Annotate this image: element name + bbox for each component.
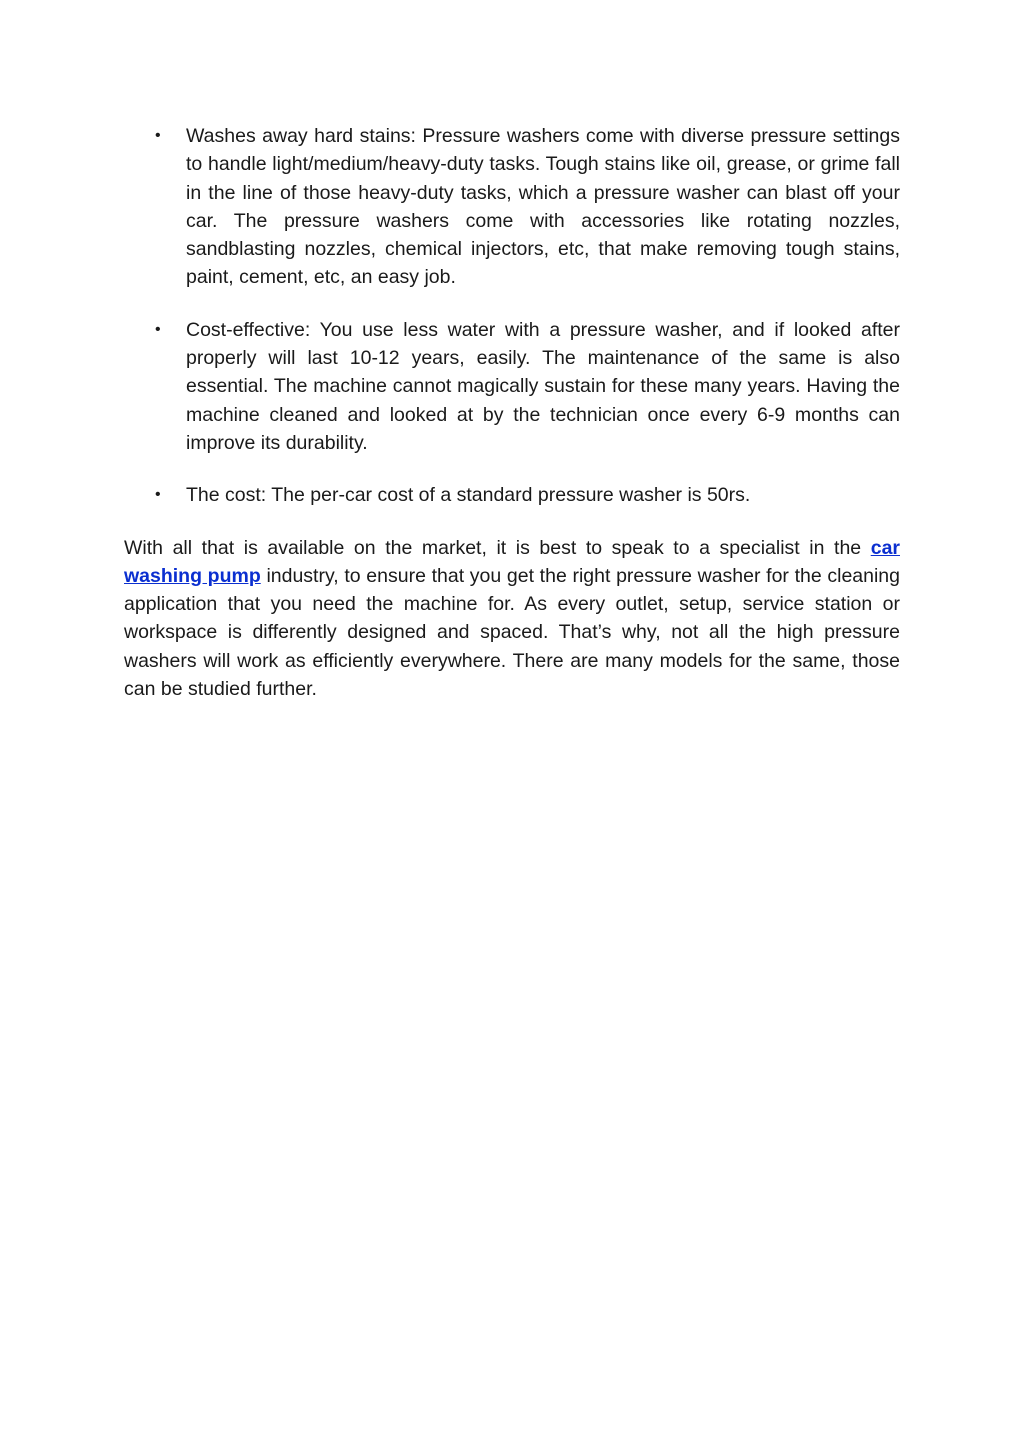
closing-paragraph <box>124 534 900 704</box>
bullet-icon: • <box>155 486 161 504</box>
list-item-text: Washes away hard stains: Pressure washers come with diverse pressure settings to handle light/medium/heavy-duty tasks. Tough stains like oil, grease, or grime fall in the line of those heavy-duty tasks, which a pressure washer can blast off your car. The pressure washers come with accessories like rotating nozzles, sandblasting nozzles, chemical injectors, etc, that make removing tough stains, paint, cement, etc, an easy job. <box>186 125 900 289</box>
closing-text-end: industry, to ensure that you get the right pressure washer for the cleaning application that you need the machine for. As every outlet, setup, service station or workspace is differently designed and spaced. That’s why, not all the high pressure washers will work as efficiently everywhere. There are many models for the same, those can be studied further. <box>124 564 900 701</box>
list-item-text: The cost: The per-car cost of a standard pressure washer is 50rs. <box>186 484 751 507</box>
benefits-list <box>124 122 900 510</box>
list-item-stains <box>124 122 900 292</box>
document-body <box>124 122 900 703</box>
bullet-icon: • <box>155 320 161 338</box>
car-washing-pump-link[interactable]: car washing pump <box>124 536 900 587</box>
closing-text-start: With all that is available on the market, it is best to speak to a specialist in the <box>124 536 871 559</box>
list-item-cost-effective <box>124 316 900 457</box>
list-item-text: Cost-effective: You use less water with a pressure washer, and if looked after properly will last 10-12 years, easily. The maintenance of the same is also essential. The machine cannot magically sustain for these many years. Having the machine cleaned and looked at by the technician once every 6-9 months can improve its durability. <box>186 318 900 454</box>
bullet-icon: • <box>155 127 161 144</box>
list-item-cost <box>124 481 900 509</box>
